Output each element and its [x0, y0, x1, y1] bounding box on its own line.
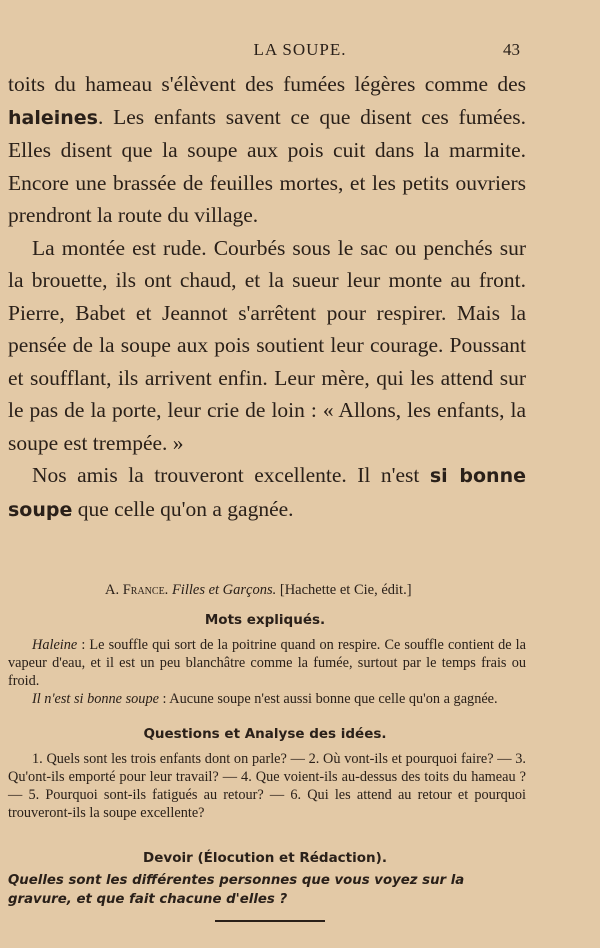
explanation-si-bonne-soupe: [8, 690, 526, 708]
citation-author: A. France.: [105, 582, 169, 598]
mots-expliques: [8, 636, 526, 708]
definition-si-bonne-soupe: : Aucune soupe n'est aussi bonne que celle qu'on a gagnée.: [158, 691, 498, 707]
running-title: LA SOUPE.: [253, 40, 347, 59]
page-header: [0, 40, 600, 62]
page-number: 43: [503, 40, 520, 59]
questions-heading: Questions et Analyse des idées.: [143, 726, 387, 742]
main-text: [8, 68, 526, 526]
definition-haleine: : Le souffle qui sort de la poitrine quand on respire. Ce souffle contient de la vapeur d'eau, et il est un peu blanchâtre comme la fumée, surtout par le temps frais ou froid.: [8, 637, 526, 689]
citation: [105, 582, 525, 599]
citation-work: Filles et Garçons.: [171, 582, 277, 598]
mots-expliques-heading: Mots expliqués.: [204, 612, 326, 628]
devoir-text: Quelles sont les différentes personnes que vous voyez sur la gravure, et que fait chacune d'elles ?: [8, 873, 465, 907]
citation-publisher: [Hachette et Cie, édit.]: [279, 582, 412, 598]
emphasis-haleines: haleines: [8, 106, 98, 129]
paragraph-1-end: . Les enfants savent ce que disent ces fumées. Elles disent que la soupe aux pois cuit dans la marmite. Encore une brassée de feuilles mortes, et les petits ouvriers prendront la route du village.: [8, 104, 526, 227]
term-haleine: Haleine: [32, 637, 78, 653]
questions: [8, 750, 526, 822]
questions-text: 1. Quels sont les trois enfants dont on parle? — 2. Où vont-ils et pourquoi faire? — 3. Qu'ont-ils emporté pour leur travail? — 4. Que voient-ils au-dessus des toits du hameau ? — 5. Pourquoi sont-ils fatigués au retour? — 6. Qui les attend au retour et pourquoi trouveront-ils la soupe excellente?: [8, 751, 526, 821]
paragraph-1: [8, 68, 526, 232]
paragraph-3: [8, 459, 526, 526]
paragraph-3-end: que celle qu'on a gagnée.: [72, 496, 294, 521]
paragraph-3-start: Nos amis la trouveront excellente. Il n'est: [32, 463, 430, 487]
emphasis-si-bonne-soupe: si bonne soupe: [8, 465, 526, 521]
end-rule: [215, 920, 325, 922]
explanation-haleine: [8, 636, 526, 690]
paragraph-2: La montée est rude. Courbés sous le sac ou penchés sur la brouette, ils ont chaud, et la sueur leur monte au front. Pierre, Babet et Jeannot s'arrêtent pour respirer. Mais la pensée de la soupe aux pois soutient leur courage. Poussant et soufflant, ils arrivent enfin. Leur mère, qui les attend sur le pas de la porte, leur crie de loin : « Allons, les enfants, la soupe est trempée. »: [8, 235, 526, 455]
paragraph-1-start: toits du hameau s'élèvent des fumées légères comme des: [8, 72, 526, 96]
term-si-bonne-soupe: Il n'est si bonne soupe: [32, 691, 159, 707]
devoir-heading: Devoir (Élocution et Rédaction).: [143, 850, 387, 866]
